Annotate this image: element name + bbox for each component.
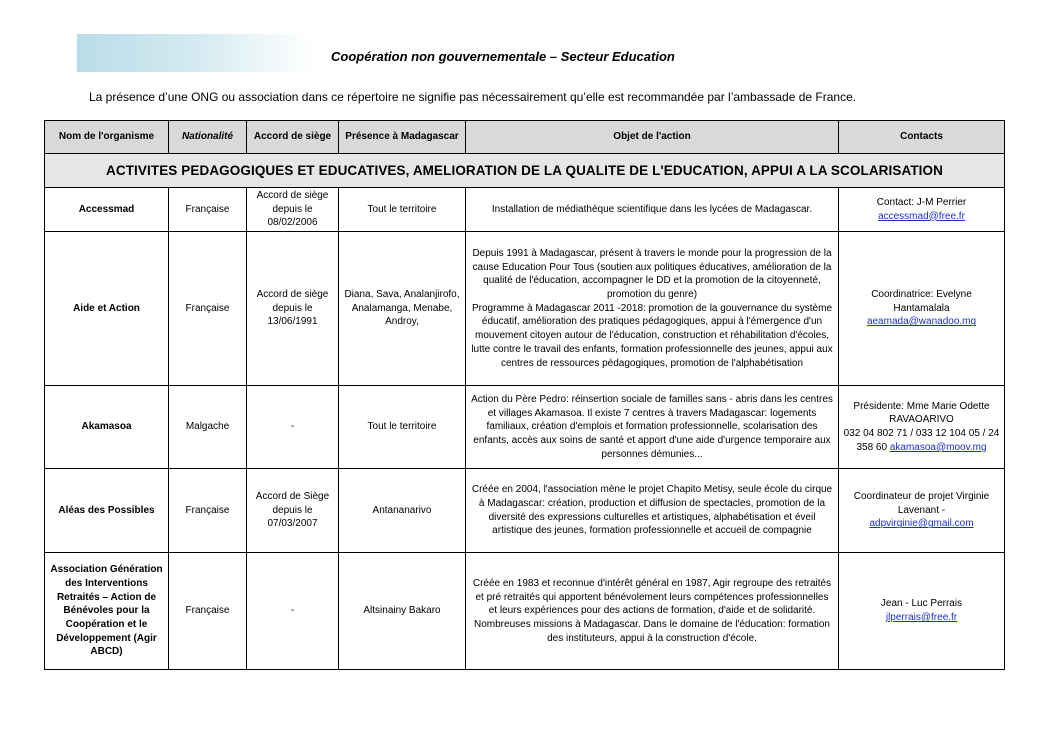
- org-name: Aide et Action: [45, 232, 169, 386]
- objet-paragraph: Programme à Madagascar 2011 -2018: promotion de la gouvernance du système éducatif, amélioration des pratiques pédagogiques, appui à l'émergence d'un mouvement citoyen autour de l'éducation, construction et réhabilitation d'écoles, lutte contre le travail des enfants, formation professionnelle des jeunes, appui aux centres de ressources pédagogiques, promotion de l'alphabétisation: [471, 302, 833, 369]
- objet-paragraph: Nombreuses missions à Madagascar. Dans le domaine de l'éducation: formation des instituteurs, appui à la construction d'école.: [474, 618, 830, 644]
- org-contact: [839, 553, 1005, 670]
- org-accord: Accord de Siège depuis le 07/03/2007: [247, 469, 339, 553]
- column-header-accord: Accord de siège: [247, 121, 339, 154]
- org-accord: Accord de siège depuis le 13/06/1991: [247, 232, 339, 386]
- org-presence: Tout le territoire: [339, 188, 466, 232]
- org-accord: -: [247, 553, 339, 670]
- org-accord: Accord de siège depuis le 08/02/2006: [247, 188, 339, 232]
- organizations-table: [44, 120, 1005, 670]
- org-objet: Créée en 2004, l'association mène le projet Chapito Metisy, seule école du cirque à Madagascar: création, production et diffusion de spectacles, promotion de la diversité des expressions culturelles et artistiques, alphabétisation et éveil artistique des jeunes, formation professionnelle et accueil de compagnie: [466, 469, 839, 553]
- org-objet: [466, 232, 839, 386]
- disclaimer-text: La présence d’une ONG ou association dans ce répertoire ne signifie pas nécessairement qu’elle est recommandée par l’ambassade de France.: [89, 90, 857, 104]
- org-presence: Antananarivo: [339, 469, 466, 553]
- contact-text: Présidente: Mme Marie Odette RAVAOARIVO: [853, 400, 990, 426]
- section-title: ACTIVITES PEDAGOGIQUES ET EDUCATIVES, AMELIORATION DE LA QUALITE DE L'EDUCATION, APPUI A LA SCOLARISATION: [45, 154, 1005, 188]
- org-presence: Altsinainy Bakaro: [339, 553, 466, 670]
- objet-paragraph: Depuis 1991 à Madagascar, présent à travers le monde pour la progression de la cause Education Pour Tous (soutien aux politiques éducatives, amélioration de la qualité de l'éducation, accompagner le DD et la promotion de la citoyenneté, promotion du genre): [472, 247, 832, 301]
- org-nationality: Française: [169, 553, 247, 670]
- column-header-contacts: Contacts: [839, 121, 1005, 154]
- org-contact: [839, 386, 1005, 469]
- org-contact: [839, 232, 1005, 386]
- contact-email-link[interactable]: adpvirginie@gmail.com: [869, 518, 974, 530]
- org-presence: Tout le territoire: [339, 386, 466, 469]
- table-row: [45, 232, 1005, 386]
- org-nationality: Française: [169, 232, 247, 386]
- contact-phone-line: [843, 427, 1000, 454]
- org-objet: Action du Père Pedro: réinsertion sociale de familles sans - abris dans les centres et villages Akamasoa. Il existe 7 centres à travers Madagascar: logements familiaux, création d'emplois et formation professionnelle, scolarisation des enfants, accès aux soins de santé et apport d'une aide d'urgence temporaire aux personnes démunies...: [466, 386, 839, 469]
- org-objet: Installation de médiathèque scientifique dans les lycées de Madagascar.: [466, 188, 839, 232]
- contact-phone: 032 04 802 71 / 033 12 104 05 / 24 358 60: [843, 428, 1000, 453]
- org-nationality: Française: [169, 188, 247, 232]
- table-row: [45, 386, 1005, 469]
- org-nationality: Française: [169, 469, 247, 553]
- contact-text: Coordinateur de projet Virginie Lavenant -: [853, 491, 990, 516]
- contact-email-link[interactable]: akamasoa@moov.mg: [889, 441, 987, 453]
- org-contact: [839, 469, 1005, 553]
- contact-email-link[interactable]: accessmad@free.fr: [878, 210, 965, 222]
- org-presence: Diana, Sava, Analanjirofo, Analamanga, Menabe, Androy,: [339, 232, 466, 386]
- table-header-row: [45, 121, 1005, 154]
- org-nationality: Malgache: [169, 386, 247, 469]
- column-header-nationality: Nationalité: [169, 121, 247, 154]
- contact-text: Jean - Luc Perrais: [880, 598, 963, 610]
- contact-email-link[interactable]: aeamada@wanadoo.mg: [866, 316, 977, 328]
- column-header-objet: Objet de l'action: [466, 121, 839, 154]
- org-name: Association Génération des Interventions Retraités – Action de Bénévoles pour la Coopération et le Développement (Agir ABCD): [45, 553, 169, 670]
- org-name: Aléas des Possibles: [45, 469, 169, 553]
- contact-email-link[interactable]: jlperrais@free.fr: [885, 612, 958, 624]
- objet-paragraph: Créée en 1983 et reconnue d'intérêt général en 1987, Agir regroupe des retraités et pré retraités qui apportent bénévolement leurs compétences professionnelles et leurs expériences pour des actions de formation, d'aide et de solidarité.: [472, 577, 832, 617]
- column-header-presence: Présence à Madagascar: [339, 121, 466, 154]
- org-name: Akamasoa: [45, 386, 169, 469]
- column-header-name: Nom de l'organisme: [45, 121, 169, 154]
- org-objet: [466, 553, 839, 670]
- table-row: [45, 188, 1005, 232]
- header-banner: [77, 34, 313, 72]
- contact-text: Contact: J-M Perrier: [876, 196, 967, 208]
- document-title: Coopération non gouvernementale – Secteur Education: [331, 49, 675, 64]
- org-name: Accessmad: [45, 188, 169, 232]
- table-row: [45, 553, 1005, 670]
- contact-text: Coordinatrice: Evelyne Hantamalala: [871, 289, 972, 314]
- org-contact: [839, 188, 1005, 232]
- table-row: [45, 469, 1005, 553]
- section-row: [45, 154, 1005, 188]
- org-accord: -: [247, 386, 339, 469]
